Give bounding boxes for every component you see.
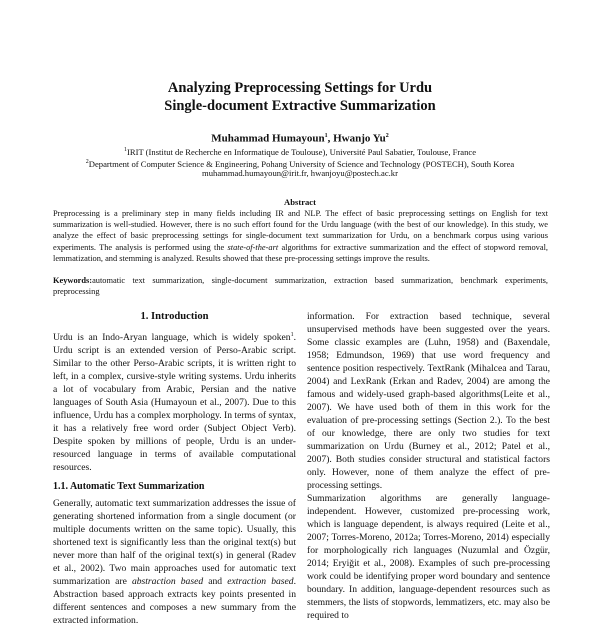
author-2-name: Hwanjo Yu <box>333 132 386 145</box>
intro-text-1: Urdu is an Indo-Aryan language, which is widely spoken <box>53 332 291 344</box>
keywords-text: automatic text summarization, single-document summarization, extraction based summarization, benchmark experiments, preprocessing <box>53 276 548 297</box>
affiliation-2-mark: 2 <box>85 159 89 165</box>
title-line-1: Analyzing Preprocessing Settings for Urdu <box>167 80 433 96</box>
abstract-heading: Abstract <box>284 197 316 207</box>
abstract-italic: state-of-the-art <box>227 242 279 252</box>
affiliation-1-text: IRIT (Institut de Recherche en Informatique de Toulouse), Université Paul Sabatier, Toulouse, France <box>126 146 477 157</box>
right-column <box>307 310 550 622</box>
ats-text-1: Generally, automatic text summarization addresses the issue of generating shortened information from a single document (or multiple documents written on the same topic). Usually, this shortened text is significantly less than the original text(s) but never more than half of the original text(s) in general (Radev et al., 2002). Two main approaches used for automatic text summarization are <box>53 498 296 588</box>
author-1-mark: 1 <box>324 133 328 139</box>
ats-paragraph <box>53 497 296 627</box>
author-line <box>0 129 600 146</box>
author-emails: muhammad.humayoun@irit.fr, hwanjoyu@postech.ac.kr <box>202 168 398 178</box>
paper-title <box>0 79 600 115</box>
subsection-heading-ats: 1.1. Automatic Text Summarization <box>53 481 205 493</box>
intro-text-2: . Urdu script is an extended version of Perso-Arabic script. Similar to the other Perso-Arabic scripts, it is written right to left, in a complex, cursive-style writing systems. Urdu inherits a lot of vocabulary from Arabic, Persian and the native languages of South Asia (Humayoun et al., 2007). Due to this influence, Urdu has a complex morphology. In terms of syntax, it has a relatively free word order (Subject Object Verb). Despite spoken by millions of people, Urdu is an under-resourced language in terms of available computational resources. <box>53 332 296 474</box>
affiliation-1-mark: 1 <box>123 147 127 153</box>
affiliation-1 <box>0 145 600 158</box>
intro-paragraph <box>53 329 296 474</box>
ats-italic-1: abstraction based <box>131 576 204 588</box>
author-1-name: Muhammad Humayoun <box>211 132 325 145</box>
section-heading-introduction: 1. Introduction <box>140 311 209 322</box>
right-paragraph-1: information. For extraction based technique, several unsupervised methods have been suggested over the years. Some classic examples are (Luhn, 1958) and (Baxendale, 1958; Edmundson, 1969) that use word frequency and sentence position respectively. TextRank (Mihalcea and Tarau, 2004) and LexRank (Erkan and Radev, 2004) are among the famous and widely-used graph-based algorithms(Leite et al., 2007). We have used both of them in this work for the evaluation of pre-processing settings (Section 2.). To the best of our knowledge, there are only two studies for text summarization on Urdu (Burney et al., 2012; Patel et al., 2007). Both studies consider structural and statistical factors only. However, none of them analyze the effect of pre-processing settings. <box>307 311 550 491</box>
author-2-mark: 2 <box>385 133 389 139</box>
title-line-2: Single-document Extractive Summarization <box>164 98 436 114</box>
ats-text-2: . Abstraction based approach extracts key points presented in different sentences and composes a new summary from the extracted information. <box>53 576 296 627</box>
left-column <box>53 310 296 627</box>
abstract-text-2: algorithms for extractive summarization and the effect of stopword removal, lemmatization, and stemming is analyzed. Results showed that these pre-processing settings improve the results. <box>53 242 548 263</box>
abstract-text-1: Preprocessing is a preliminary step in many fields including IR and NLP. The effect of basic preprocessing settings on English for text summarization is well-studied. However, there is no such effort found for the Urdu language (with the best of our knowledge). In this study, we analyze the effect of basic preprocessing settings for single-document text summarization for Urdu, on a benchmark corpus using various experiments. The analysis is performed using the <box>53 209 548 252</box>
intro-footnote-mark: 1 <box>290 332 294 338</box>
keywords <box>53 275 548 297</box>
keywords-label: Keywords: <box>53 276 93 285</box>
ats-and: and <box>203 576 228 588</box>
author-separator: , <box>327 132 334 145</box>
ats-italic-2: extraction based <box>227 576 294 588</box>
right-paragraph-2: Summarization algorithms are generally language-independent. However, customized pre-processing work, which is language dependent, is always required (Leite et al., 2007; Torres-Moreno, 2012a; Torres-Moreno, 2014) especially for morphologically rich languages (Nuzumlal and Özgür, 2014; Eryiğit et al., 2008). Examples of such pre-processing work could be identifying proper word boundary and sentence boundary. In addition, language-dependent resources such as stemmers, the lists of stopwords, lemmatizers, etc. may also be required to <box>307 493 550 621</box>
affiliation-2-text: Department of Computer Science & Engineering, Pohang University of Science and Technology (POSTECH), South Korea <box>88 158 515 169</box>
abstract-body <box>53 208 548 264</box>
